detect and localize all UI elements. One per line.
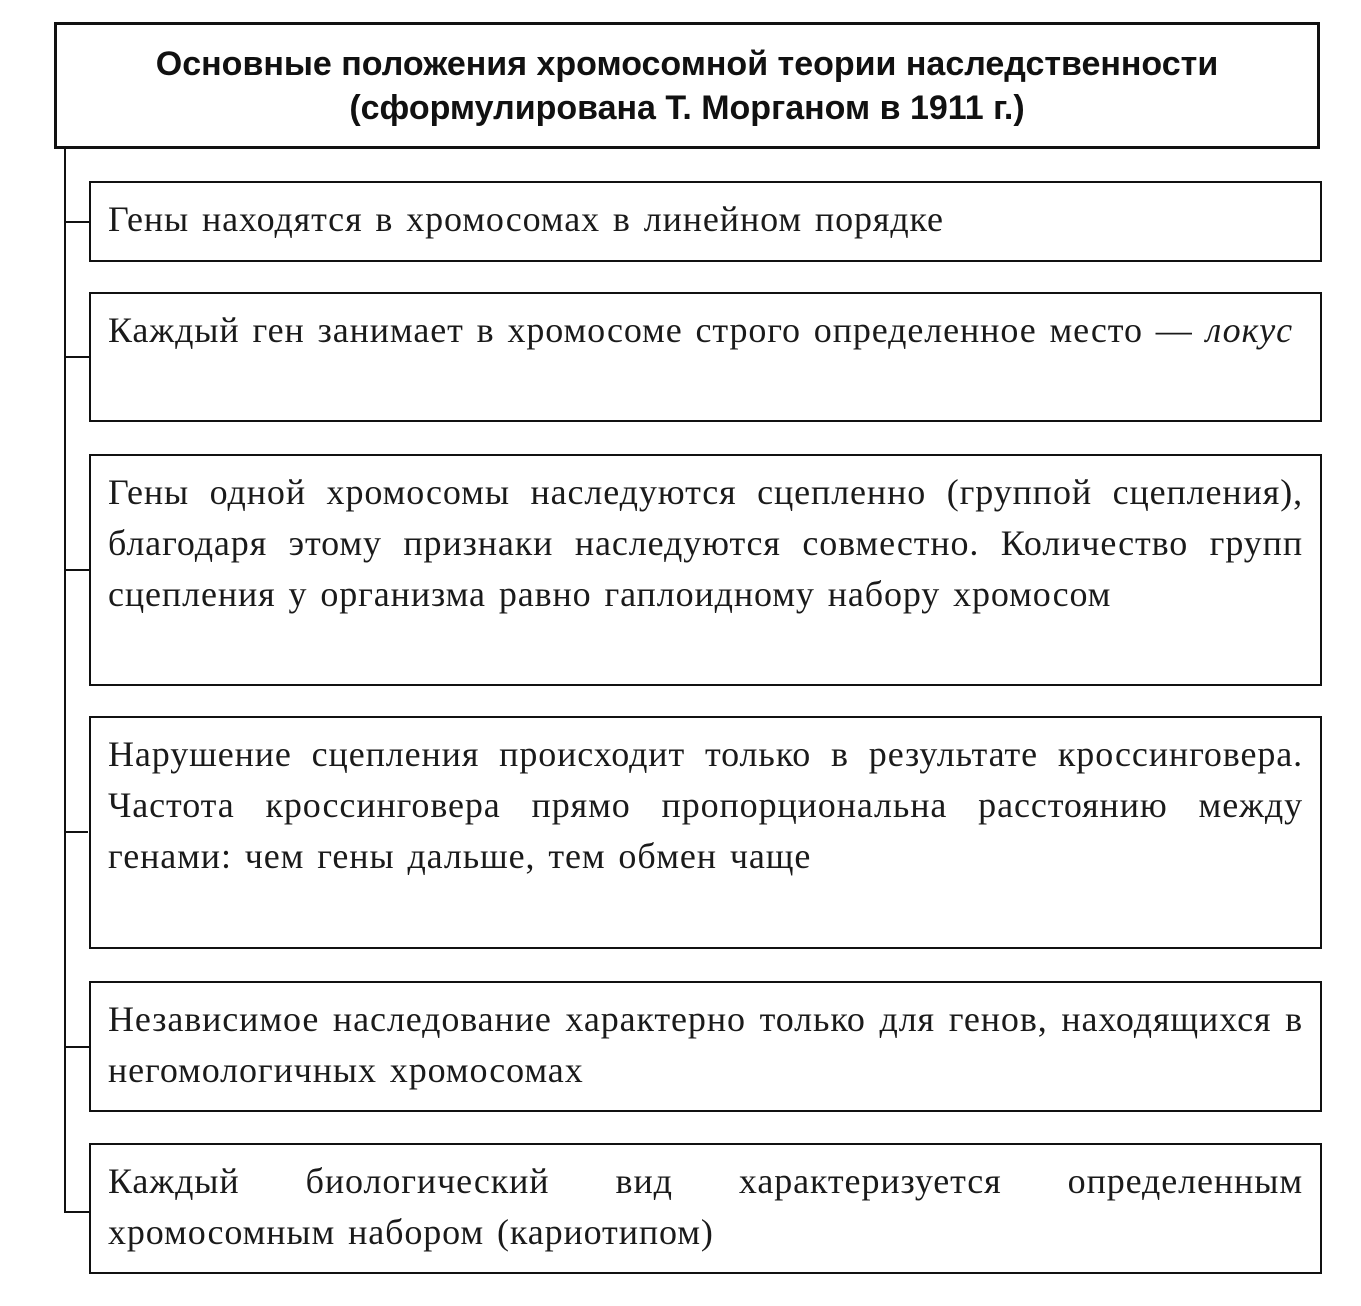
principle-box-4	[89, 716, 1322, 949]
connector-tick	[64, 1211, 89, 1213]
principle-text: Каждый биологический вид характеризуется определенным хромосомным набором (кариотипом)	[108, 1161, 1303, 1252]
principle-box-3	[89, 454, 1322, 686]
connector-tick	[64, 1046, 89, 1048]
connector-tick	[64, 356, 89, 358]
principle-text	[108, 305, 1303, 356]
principle-text: Гены одной хромосомы наследуются сцепленно (группой сцепления), благодаря этому признаки наследуются совместно. Количество групп сцепления у организма равно гаплоидному набору хромосом	[108, 472, 1303, 614]
locus-term: локус	[1205, 310, 1293, 350]
connector-tick	[64, 831, 88, 833]
principle-box-2	[89, 292, 1322, 422]
principle-text: Гены находятся в хромосомах в линейном порядке	[108, 199, 944, 239]
connector-spine	[64, 149, 66, 1213]
principle-box-1	[89, 181, 1322, 262]
header-title-line-2: (сформулирована Т. Морганом в 1911 г.)	[349, 88, 1025, 127]
diagram-header	[54, 22, 1320, 149]
principle-text: Независимое наследование характерно только для генов, находящихся в негомологичных хромосомах	[108, 999, 1303, 1090]
connector-tick	[64, 569, 89, 571]
principle-box-5	[89, 981, 1322, 1112]
principle-text-part: Каждый ген занимает в хромосоме строго определенное место —	[108, 310, 1206, 350]
header-title-line-1: Основные положения хромосомной теории наследственности	[155, 44, 1219, 83]
connector-tick	[64, 221, 89, 223]
principle-box-6	[89, 1143, 1322, 1274]
principle-text: Нарушение сцепления происходит только в результате кроссинговера. Частота кроссинговера прямо пропорциональна расстоянию между генами: чем гены дальше, тем обмен чаще	[108, 734, 1303, 876]
